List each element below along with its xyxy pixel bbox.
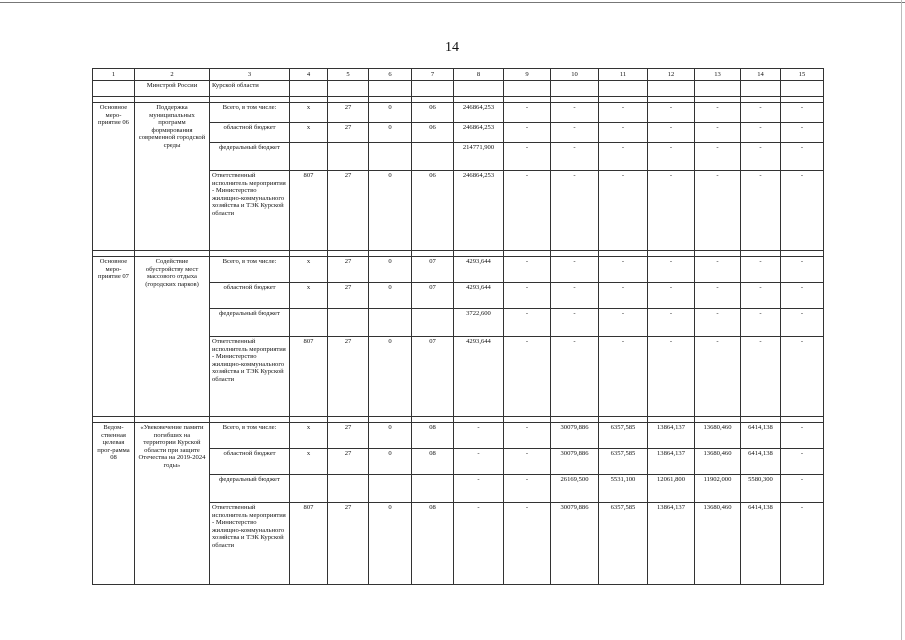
value-cell: 5531,100 [599,475,648,503]
value-cell: 0 [369,171,412,251]
value-cell: - [504,257,551,283]
value-cell: 246864,253 [454,103,504,123]
value-cell: 30079,886 [551,423,599,449]
value-cell: - [781,423,824,449]
value-cell [369,309,412,337]
value-cell: 0 [369,449,412,475]
page-number: 14 [445,40,459,55]
funding-source: Всего, в том числе: [210,257,290,283]
value-cell: - [781,475,824,503]
value-cell: 30079,886 [551,449,599,475]
value-cell: 6414,138 [741,449,781,475]
empty-cell [648,81,695,97]
empty-cell [695,81,741,97]
value-cell: - [695,283,741,309]
value-cell: 07 [412,337,454,417]
column-number: 5 [328,69,369,81]
value-cell: - [454,475,504,503]
value-cell: 27 [328,283,369,309]
value-cell: - [781,171,824,251]
value-cell: 6357,585 [599,423,648,449]
value-cell: - [648,309,695,337]
value-cell: - [695,123,741,143]
empty-cell [93,81,135,97]
value-cell: - [781,449,824,475]
activity-code: Основное меро-приятие 06 [93,103,135,251]
value-cell: х [290,283,328,309]
value-cell: 13864,137 [648,449,695,475]
value-cell: - [551,143,599,171]
value-cell: 30079,886 [551,503,599,585]
value-cell: 246864,253 [454,171,504,251]
value-cell: - [504,103,551,123]
value-cell: х [290,103,328,123]
value-cell: 08 [412,503,454,585]
column-number: 7 [412,69,454,81]
funding-source: областной бюджет [210,283,290,309]
value-cell: - [504,283,551,309]
value-cell: 807 [290,503,328,585]
value-cell [290,143,328,171]
value-cell: - [454,449,504,475]
value-cell: 3722,600 [454,309,504,337]
value-cell [369,143,412,171]
value-cell: 4293,644 [454,283,504,309]
budget-table [92,68,824,585]
value-cell: - [599,283,648,309]
value-cell: - [781,143,824,171]
value-cell: 0 [369,257,412,283]
value-cell [369,475,412,503]
value-cell: - [741,257,781,283]
column-number: 15 [781,69,824,81]
value-cell: 6414,138 [741,423,781,449]
activity-name: Поддержка муниципальных программ формирования современной городской среды [135,103,210,251]
value-cell: 13680,460 [695,449,741,475]
value-cell: 27 [328,123,369,143]
value-cell: - [454,423,504,449]
activity-code: Ведом-ственная целевая прог-рамма 08 [93,423,135,585]
value-cell: - [504,143,551,171]
value-cell: - [551,171,599,251]
value-cell: - [695,309,741,337]
value-cell: - [695,171,741,251]
value-cell: - [781,123,824,143]
value-cell: 807 [290,171,328,251]
value-cell: - [599,123,648,143]
value-cell: 26169,500 [551,475,599,503]
activity-code: Основное меро-приятие 07 [93,257,135,417]
value-cell: - [599,337,648,417]
empty-cell [369,81,412,97]
empty-cell [599,81,648,97]
value-cell: х [290,449,328,475]
funding-source: Ответственный исполнитель мероприятия - Министерство жилищно-коммунального хозяйства и ТЭК Курской области [210,337,290,417]
value-cell [290,475,328,503]
value-cell: 27 [328,337,369,417]
value-cell: - [781,257,824,283]
column-number: 1 [93,69,135,81]
value-cell: - [648,171,695,251]
value-cell: 4293,644 [454,257,504,283]
empty-cell [741,81,781,97]
activity-name: «Увековечение памяти погибших на территории Курской области при защите Отечества на 2019-2024 годы» [135,423,210,585]
value-cell: - [504,475,551,503]
funding-source: Всего, в том числе: [210,103,290,123]
value-cell: 6414,138 [741,503,781,585]
value-cell: - [781,309,824,337]
page-right-edge [901,0,902,640]
value-cell [412,143,454,171]
value-cell: - [741,337,781,417]
column-number: 11 [599,69,648,81]
ministry-name: Минстрой России [135,81,210,97]
value-cell: - [504,171,551,251]
value-cell [328,475,369,503]
value-cell: - [648,103,695,123]
column-number-row [93,69,824,81]
value-cell [412,475,454,503]
value-cell: 0 [369,423,412,449]
funding-source: областной бюджет [210,449,290,475]
value-cell: 12061,800 [648,475,695,503]
value-cell: - [551,337,599,417]
value-cell: - [741,171,781,251]
value-cell: - [551,309,599,337]
value-cell: - [599,309,648,337]
value-cell: - [695,103,741,123]
value-cell: х [290,257,328,283]
value-cell: 13864,137 [648,423,695,449]
empty-cell [781,81,824,97]
total-row [93,257,824,283]
value-cell: х [290,123,328,143]
value-cell: - [504,423,551,449]
value-cell: 27 [328,257,369,283]
value-cell: - [781,503,824,585]
empty-cell [328,81,369,97]
value-cell: 6357,585 [599,503,648,585]
column-number: 4 [290,69,328,81]
value-cell: - [551,123,599,143]
page-top-edge [0,2,905,3]
empty-cell [454,81,504,97]
funding-source: областной бюджет [210,123,290,143]
value-cell: - [599,171,648,251]
value-cell: 06 [412,123,454,143]
value-cell: - [741,309,781,337]
value-cell: 27 [328,103,369,123]
value-cell: 4293,644 [454,337,504,417]
value-cell: 0 [369,123,412,143]
value-cell: - [648,257,695,283]
ministry-region: Курской области [210,81,290,97]
value-cell: - [599,143,648,171]
value-cell: 246864,253 [454,123,504,143]
value-cell: - [551,257,599,283]
value-cell: - [648,143,695,171]
value-cell: - [695,143,741,171]
value-cell: 11902,000 [695,475,741,503]
ministry-row [93,81,824,97]
column-number: 10 [551,69,599,81]
value-cell: 06 [412,103,454,123]
value-cell: - [781,103,824,123]
empty-cell [551,81,599,97]
value-cell: - [648,123,695,143]
column-number: 12 [648,69,695,81]
value-cell: х [290,423,328,449]
total-row [93,423,824,449]
column-number: 8 [454,69,504,81]
value-cell [328,309,369,337]
value-cell: - [504,337,551,417]
value-cell: - [741,283,781,309]
value-cell: - [781,283,824,309]
value-cell [412,309,454,337]
empty-cell [504,81,551,97]
value-cell: 08 [412,423,454,449]
funding-source: федеральный бюджет [210,143,290,171]
value-cell: - [504,309,551,337]
value-cell: 0 [369,283,412,309]
column-number: 6 [369,69,412,81]
column-number: 3 [210,69,290,81]
value-cell: - [504,503,551,585]
value-cell: 07 [412,257,454,283]
value-cell: 06 [412,171,454,251]
value-cell [328,143,369,171]
value-cell: 27 [328,171,369,251]
activity-name: Содействие обустройству мест массового отдыха (городских парков) [135,257,210,417]
column-number: 2 [135,69,210,81]
value-cell: - [695,257,741,283]
value-cell: - [781,337,824,417]
value-cell: 0 [369,337,412,417]
value-cell: - [741,123,781,143]
funding-source: Ответственный исполнитель мероприятия - Министерство жилищно-коммунального хозяйства и ТЭК Курской области [210,171,290,251]
empty-cell [290,81,328,97]
value-cell [290,309,328,337]
value-cell: 0 [369,503,412,585]
value-cell: 6357,585 [599,449,648,475]
empty-cell [412,81,454,97]
value-cell: 214771,900 [454,143,504,171]
value-cell: 807 [290,337,328,417]
value-cell: - [454,503,504,585]
value-cell: - [741,103,781,123]
value-cell: - [599,257,648,283]
value-cell: - [741,143,781,171]
value-cell: - [695,337,741,417]
value-cell: - [648,337,695,417]
value-cell: - [504,449,551,475]
value-cell: - [599,103,648,123]
column-number: 13 [695,69,741,81]
value-cell: - [551,103,599,123]
value-cell: - [648,283,695,309]
value-cell: 0 [369,103,412,123]
funding-source: Ответственный исполнитель мероприятия - Министерство жилищно-коммунального хозяйства и ТЭК Курской области [210,503,290,585]
value-cell: 27 [328,449,369,475]
value-cell: 13680,460 [695,503,741,585]
funding-source: Всего, в том числе: [210,423,290,449]
value-cell: 27 [328,423,369,449]
value-cell: 13680,460 [695,423,741,449]
column-number: 14 [741,69,781,81]
value-cell: - [504,123,551,143]
value-cell: 07 [412,283,454,309]
column-number: 9 [504,69,551,81]
funding-source: федеральный бюджет [210,309,290,337]
value-cell: 5580,300 [741,475,781,503]
value-cell: 08 [412,449,454,475]
value-cell: 27 [328,503,369,585]
value-cell: - [551,283,599,309]
value-cell: 13864,137 [648,503,695,585]
funding-source: федеральный бюджет [210,475,290,503]
total-row [93,103,824,123]
